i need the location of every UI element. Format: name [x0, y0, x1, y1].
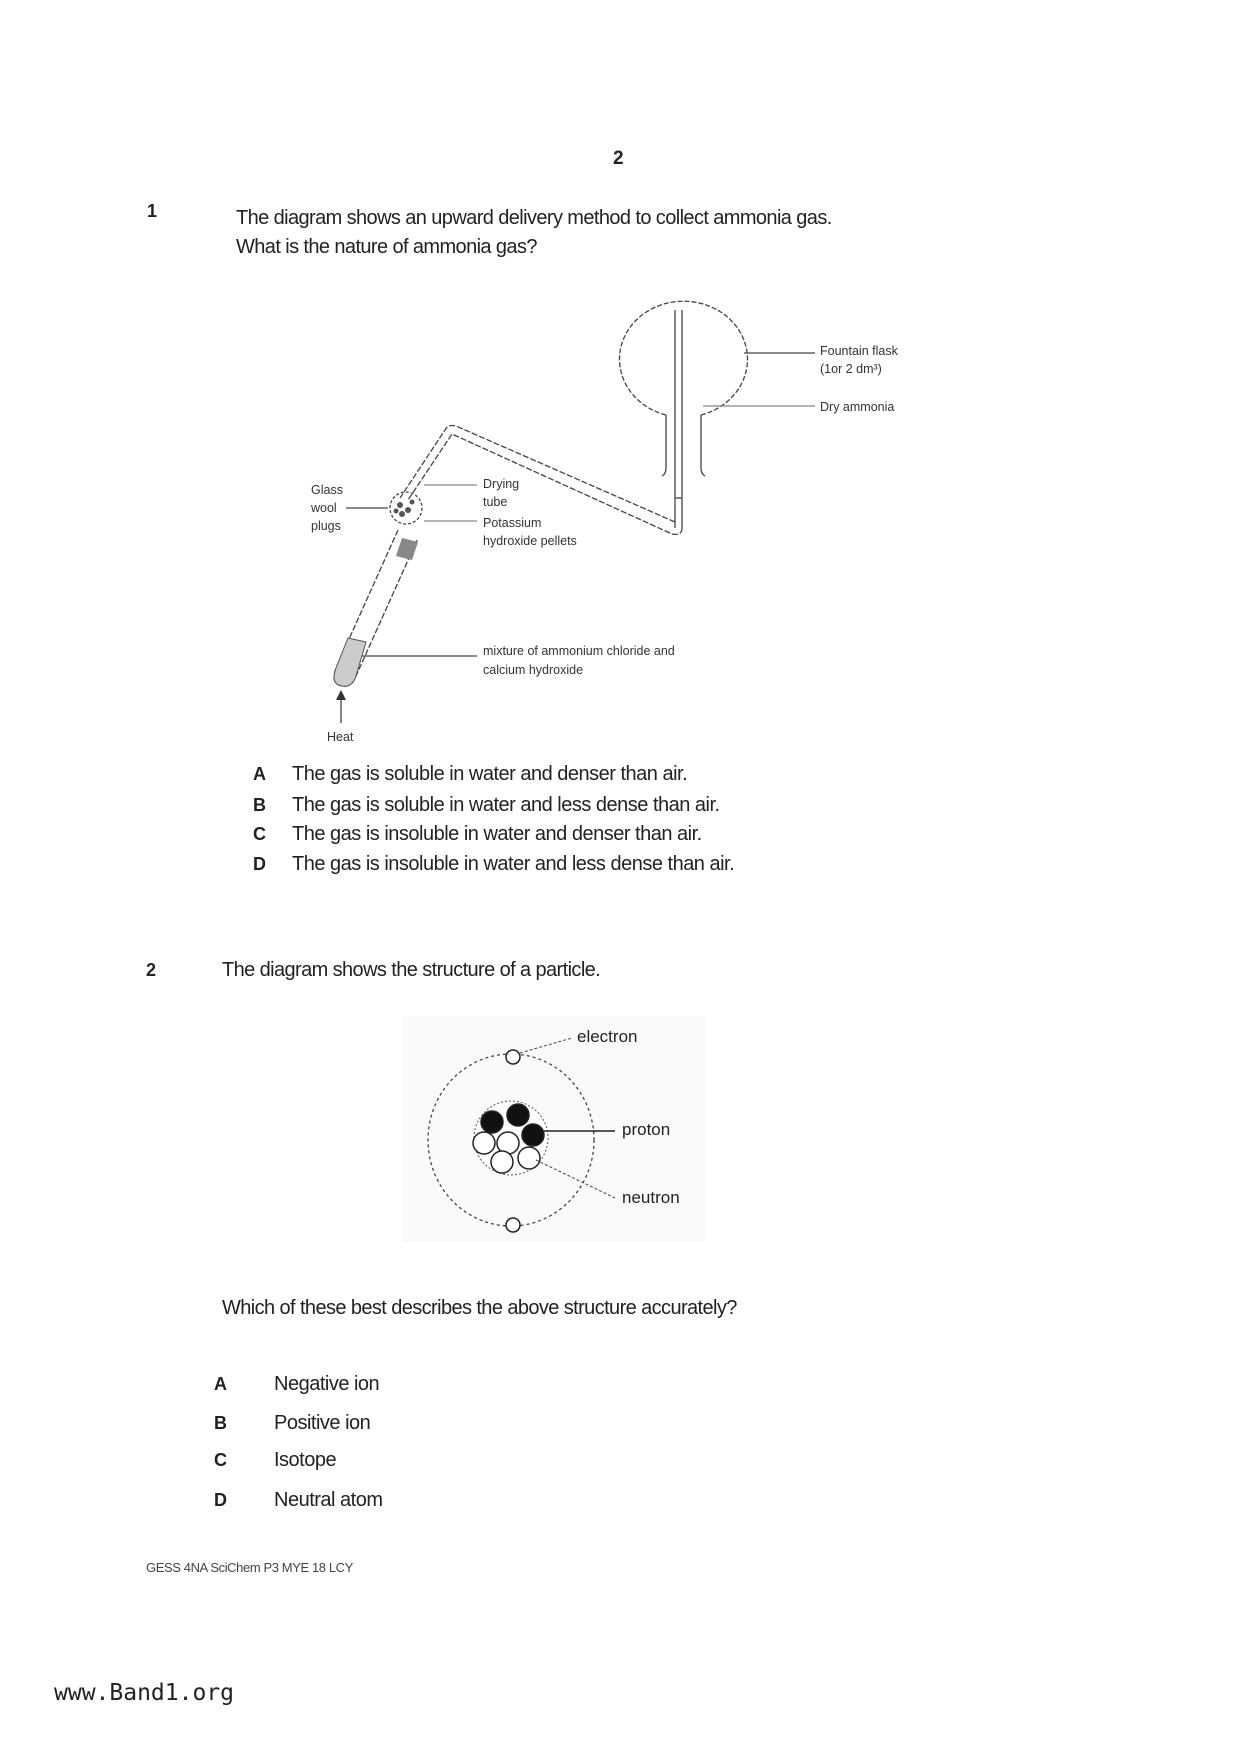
option-b-text: Positive ion [274, 1412, 371, 1434]
option-b-text: The gas is soluble in water and less dense than air. [292, 794, 720, 816]
option-b-letter: B [253, 795, 266, 815]
neutron [518, 1147, 540, 1169]
label-fountain-flask: Fountain flask [820, 344, 898, 358]
option-d-text: The gas is insoluble in water and less dense than air. [292, 853, 735, 875]
option-d-letter: D [253, 854, 266, 874]
label-glass-wool-3: plugs [311, 519, 341, 533]
label-glass-wool-1: Glass [311, 483, 343, 497]
label-mixture-1: mixture of ammonium chloride and [483, 644, 675, 658]
neutron [491, 1151, 513, 1173]
reaction-mixture [334, 638, 366, 686]
label-dry-ammonia: Dry ammonia [820, 400, 895, 414]
question-1-number: 1 [147, 201, 158, 221]
option-a-letter: A [253, 764, 266, 784]
label-neutron: neutron [622, 1188, 680, 1207]
fountain-flask [619, 301, 747, 415]
label-koh-1: Potassium [483, 516, 542, 530]
proton [481, 1111, 503, 1133]
option-a-letter: A [214, 1374, 227, 1394]
label-electron: electron [577, 1027, 638, 1046]
label-koh-2: hydroxide pellets [483, 534, 577, 548]
option-d-text: Neutral atom [274, 1489, 383, 1511]
label-flask-volume: (1or 2 dm³) [820, 362, 882, 376]
option-c-letter: C [214, 1450, 227, 1470]
label-proton: proton [622, 1120, 671, 1139]
footer-code: GESS 4NA SciChem P3 MYE 18 LCY [146, 1560, 353, 1575]
option-b-letter: B [214, 1413, 227, 1433]
electron [506, 1050, 520, 1064]
label-glass-wool-2: wool [311, 501, 337, 515]
electron [506, 1218, 520, 1232]
neutron [473, 1132, 495, 1154]
question-2-text: The diagram shows the structure of a particle. [222, 959, 601, 981]
label-mixture-2: calcium hydroxide [483, 663, 584, 677]
label-heat: Heat [327, 730, 354, 744]
option-c-letter: C [253, 824, 266, 844]
label-drying-tube-1: Drying [483, 477, 520, 491]
option-a-text: Negative ion [274, 1373, 380, 1395]
proton [507, 1104, 529, 1126]
watermark: www.Band1.org [54, 1680, 235, 1706]
bung [396, 538, 418, 560]
question-1-text-line-2: What is the nature of ammonia gas? [236, 236, 537, 258]
question-2-prompt: Which of these best describes the above structure accurately? [222, 1297, 737, 1319]
question-2-number: 2 [146, 960, 157, 980]
delivery-tube [408, 434, 682, 534]
page-number: 2 [613, 148, 624, 169]
question-1-text-line-1: The diagram shows an upward delivery method to collect ammonia gas. [236, 207, 832, 229]
option-c-text: Isotope [274, 1449, 337, 1471]
label-drying-tube-2: tube [483, 495, 508, 509]
option-c-text: The gas is insoluble in water and denser than air. [292, 823, 702, 845]
option-a-text: The gas is soluble in water and denser than air. [292, 763, 688, 785]
inner-tube [675, 310, 682, 528]
proton [522, 1124, 544, 1146]
option-d-letter: D [214, 1490, 227, 1510]
